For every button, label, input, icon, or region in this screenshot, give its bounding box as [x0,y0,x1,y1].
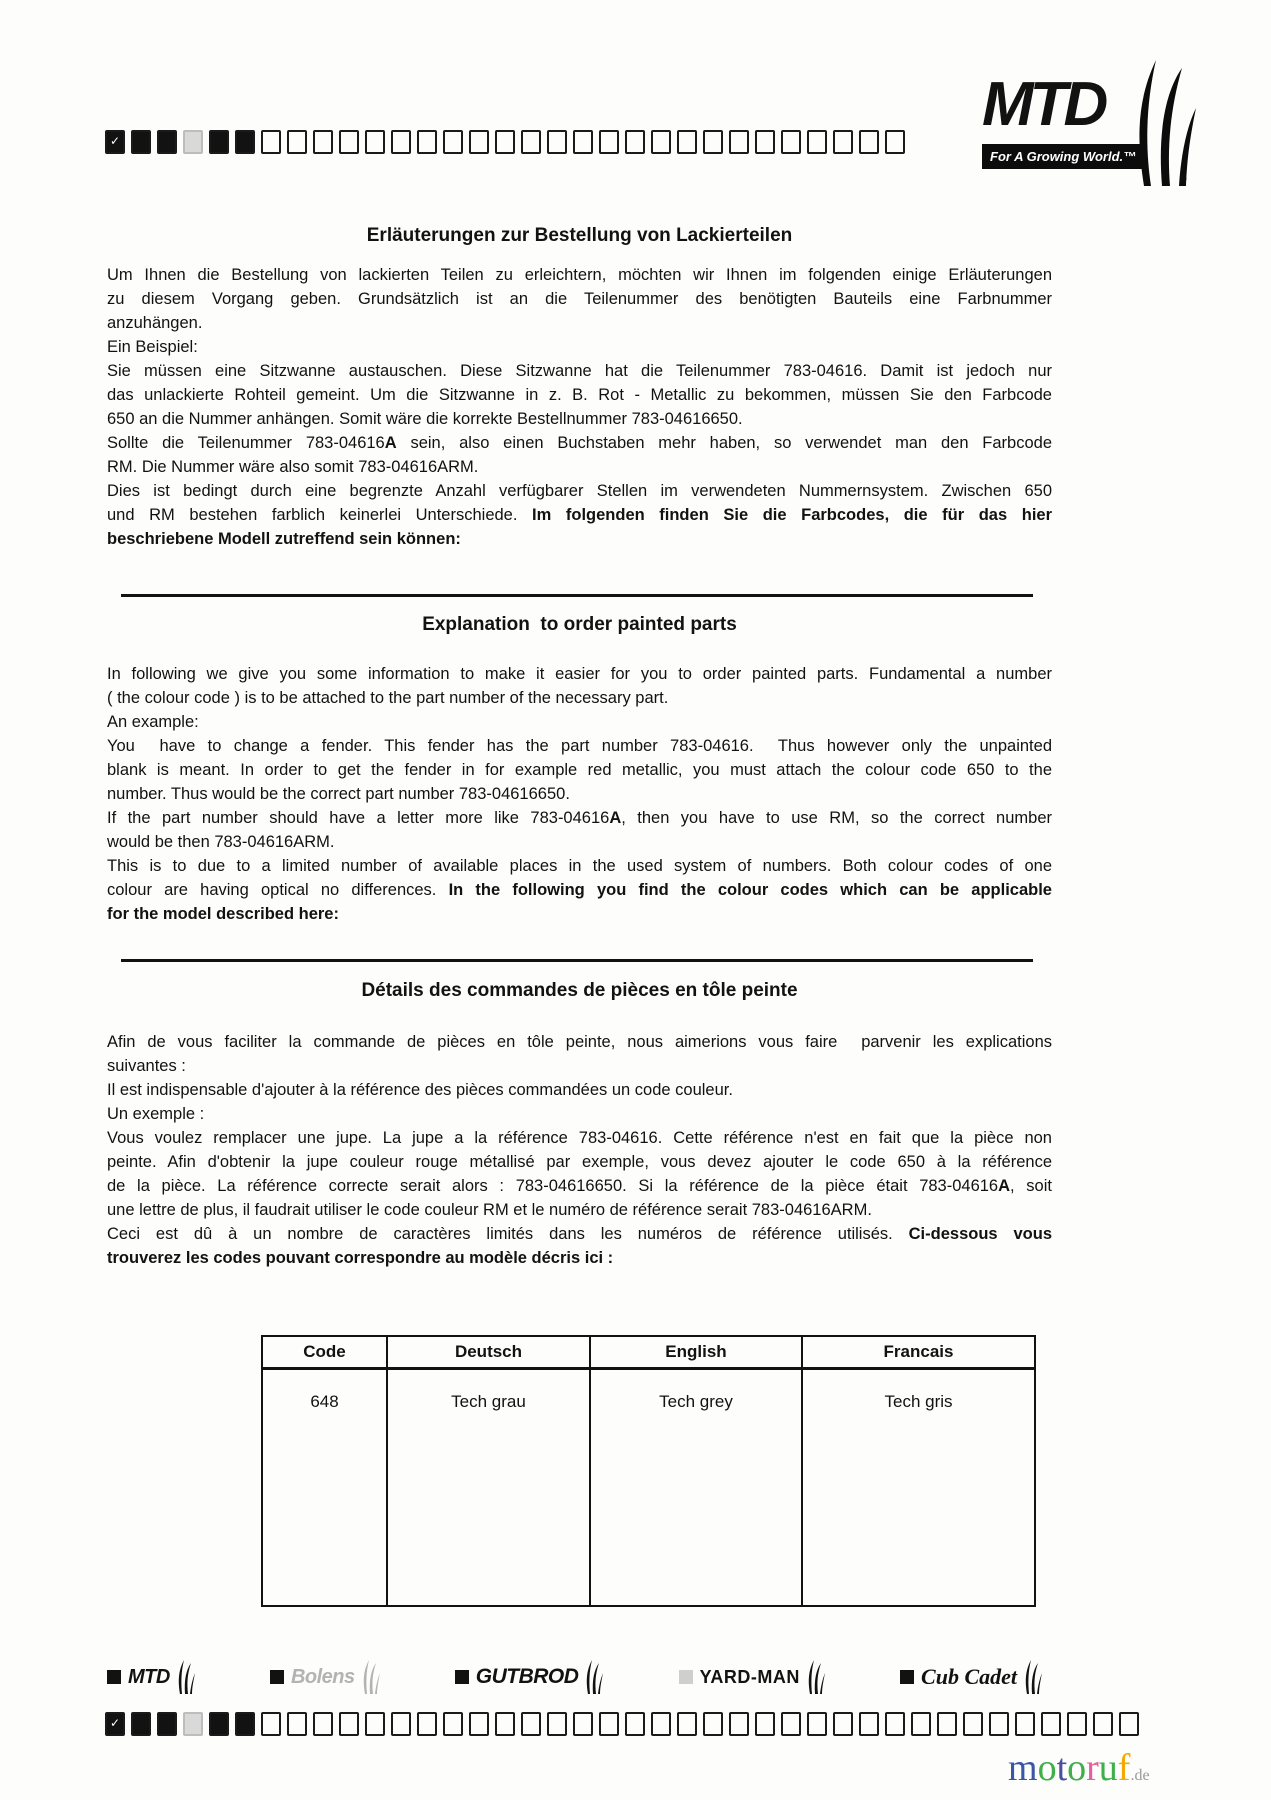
filmstrip-cell [833,1712,853,1736]
filmstrip-cell [131,1712,151,1736]
text-line [107,1246,1052,1270]
text-line [107,902,1052,926]
text-segment: Afin de vous faciliter la commande de pièces en tôle peinte, nous aimerions vous faire parvenir les explications [107,1033,1052,1051]
filmstrip-cell [469,130,489,154]
filmstrip-cell: ✓ [105,1712,125,1736]
filmstrip-cell [911,1712,931,1736]
filmstrip-cell [703,130,723,154]
watermark-letter: f [1117,1747,1131,1789]
bold-text-segment: beschriebene Modell zutreffend sein können: [107,530,461,548]
motoruf-watermark [1008,1746,1150,1790]
text-line [107,806,1052,830]
text-line [107,830,1052,854]
text-line [107,686,1052,710]
text-segment: une lettre de plus, il faudrait utiliser le code couleur RM et le numéro de référence serait 783-04616ARM. [107,1201,872,1219]
text-line [107,1030,1052,1054]
text-segment: Il est indispensable d'ajouter à la référence des pièces commandées un code couleur. [107,1081,733,1099]
text-segment: Sollte die Teilenummer 783-04616 [107,434,385,452]
text-line [107,359,1052,383]
text-segment: ( the colour code ) is to be attached to the part number of the necessary part. [107,689,669,707]
bold-text-segment: A [609,809,622,827]
brand-name: MTD [128,1665,170,1688]
filmstrip-cell [755,130,775,154]
filmstrip-cell [183,130,203,154]
text-segment: Un exemple : [107,1105,205,1123]
text-segment: number. Thus would be the correct part number 783-04616650. [107,785,570,803]
cell-deutsch: Tech grau [387,1369,590,1607]
filmstrip-cell [131,130,151,154]
filmstrip-cell [1015,1712,1035,1736]
filmstrip-top [105,130,911,156]
text-segment: This is to due to a limited number of available places in the used system of numbers. Both colour codes of one [107,857,1052,875]
brand-square-icon [900,1670,914,1684]
divider-rule-2 [121,959,1033,962]
text-line [107,455,1052,479]
text-line [107,479,1052,503]
column-header-english: English [590,1336,802,1369]
cell-francais: Tech gris [802,1369,1035,1607]
divider-rule-1 [121,594,1033,597]
filmstrip-cell [183,1712,203,1736]
filmstrip-cell [391,130,411,154]
filmstrip-cell [859,130,879,154]
filmstrip-cell [235,1712,255,1736]
table-row [262,1369,1035,1607]
filmstrip-cell [443,130,463,154]
filmstrip-cell [781,1712,801,1736]
text-line [107,287,1052,311]
filmstrip-cell [807,130,827,154]
text-line [107,1150,1052,1174]
text-line [107,734,1052,758]
filmstrip-cell [573,1712,593,1736]
text-segment: RM. Die Nummer wäre also somit 783-04616ARM. [107,458,479,476]
filmstrip-cell [391,1712,411,1736]
filmstrip-cell [833,130,853,154]
bold-text-segment: Im folgenden finden Sie die Farbcodes, die für das hier [532,506,1053,524]
text-segment: sein, also einen Buchstaben mehr haben, so verwendet man den Farbcode [396,434,1053,452]
filmstrip-cell [313,130,333,154]
filmstrip-cell [339,1712,359,1736]
brand-cubcadet [900,1660,1042,1694]
filmstrip-cell [417,1712,437,1736]
watermark-suffix: .de [1130,1767,1150,1784]
filmstrip-cell [339,130,359,154]
mtd-logo [982,66,1194,188]
brand-logo-row [107,1660,1042,1694]
watermark-letter: o [1037,1747,1057,1789]
filmstrip-cell [729,130,749,154]
filmstrip-cell [1093,1712,1113,1736]
mtd-logo-tagline: For A Growing World.™ [982,144,1146,169]
filmstrip-cell [677,1712,697,1736]
text-line [107,1198,1052,1222]
filmstrip-cell [729,1712,749,1736]
text-line [107,878,1052,902]
brand-gutbrod [455,1660,604,1694]
text-line [107,854,1052,878]
filmstrip-cell [963,1712,983,1736]
text-line [107,1102,1052,1126]
text-segment: suivantes : [107,1057,186,1075]
filmstrip-cell: ✓ [105,130,125,154]
filmstrip-cell [573,130,593,154]
table-header-row [262,1336,1035,1369]
brand-name: Cub Cadet [921,1664,1017,1689]
text-segment: You have to change a fender. This fender has the part number 783-04616. Thus however only the unpainted [107,737,1052,755]
text-line [107,662,1052,686]
filmstrip-cell [417,130,437,154]
filmstrip-cell [1067,1712,1087,1736]
text-segment: Sie müssen eine Sitzwanne austauschen. Diese Sitzwanne hat die Teilenummer 783-04616. Damit ist jedoch nur [107,362,1052,380]
paragraph-english [107,662,1052,926]
colour-code-table [261,1335,1036,1607]
watermark-letters [1008,1747,1130,1789]
text-line [107,311,1052,335]
text-line [107,407,1052,431]
filmstrip-cell [547,130,567,154]
filmstrip-cell [781,130,801,154]
filmstrip-cell [755,1712,775,1736]
watermark-letter: m [1008,1747,1038,1789]
bold-text-segment: Ci-dessous vous [908,1225,1052,1243]
filmstrip-cell [599,1712,619,1736]
text-segment: Dies ist bedingt durch eine begrenzte Anzahl verfügbarer Stellen im verwendeten Nummernsystem. Zwischen 650 [107,482,1052,500]
filmstrip-cell [157,130,177,154]
filmstrip-cell [235,130,255,154]
text-segment: If the part number should have a letter more like 783-04616 [107,809,610,827]
grass-blades-icon [585,1660,603,1694]
text-segment: peinte. Afin d'obtenir la jupe couleur rouge métallisé par exemple, vous devez ajouter le code 650 à la référence [107,1153,1052,1171]
registered-trademark: ® [1180,174,1187,184]
text-segment: das unlackierte Rohteil gemeint. Um die Sitzwanne in z. B. Rot - Metallic zu bekommen, müssen Sie den Farbcode [107,386,1052,404]
text-line [107,1222,1052,1246]
filmstrip-cell [287,130,307,154]
bold-text-segment: In the following you find the colour codes which can be applicable [448,881,1052,899]
paragraph-german [107,263,1052,551]
mtd-logo-wordmark: MTD [982,70,1105,139]
cell-english: Tech grey [590,1369,802,1607]
filmstrip-cell [365,130,385,154]
text-segment: colour are having optical no differences. [107,881,449,899]
filmstrip-cell [287,1712,307,1736]
filmstrip-cell [677,130,697,154]
brand-square-icon [679,1670,693,1684]
text-segment: Vous voulez remplacer une jupe. La jupe a la référence 783-04616. Cette référence n'est en fait que la pièce non [107,1129,1052,1147]
text-segment: anzuhängen. [107,314,203,332]
text-line [107,1054,1052,1078]
brand-square-icon [270,1670,284,1684]
filmstrip-cell [209,1712,229,1736]
filmstrip-cell [313,1712,333,1736]
watermark-letter: u [1098,1747,1118,1789]
text-segment: An example: [107,713,199,731]
grass-blades-icon [1024,1660,1042,1694]
filmstrip-cell [625,1712,645,1736]
filmstrip-cell [885,1712,905,1736]
filmstrip-cell [261,130,281,154]
text-segment: blank is meant. In order to get the fender in for example red metallic, you must attach the colour code 650 to the [107,761,1052,779]
text-line [107,383,1052,407]
column-header-code: Code [262,1336,387,1369]
text-line [107,527,1052,551]
filmstrip-cell [365,1712,385,1736]
filmstrip-cell [599,130,619,154]
text-line [107,431,1052,455]
filmstrip-cell [469,1712,489,1736]
text-segment: , then you have to use RM, so the correct number [621,809,1052,827]
filmstrip-cell [547,1712,567,1736]
text-segment: zu diesem Vorgang geben. Grundsätzlich ist an die Teilenummer des benötigten Bauteils eine Farbnummer [107,290,1052,308]
text-line [107,758,1052,782]
filmstrip-cell [495,1712,515,1736]
bold-text-segment: for the model described here: [107,905,339,923]
filmstrip-cell [937,1712,957,1736]
heading-german: Erläuterungen zur Bestellung von Lackierteilen [366,225,793,246]
cell-code: 648 [262,1369,387,1607]
filmstrip-cell [157,1712,177,1736]
filmstrip-cell [989,1712,1009,1736]
text-line [107,1126,1052,1150]
text-line [107,263,1052,287]
brand-bolens [270,1660,380,1694]
filmstrip-cell [625,130,645,154]
text-line [107,782,1052,806]
filmstrip-cell [703,1712,723,1736]
filmstrip-cell [443,1712,463,1736]
text-line [107,1174,1052,1198]
text-segment: de la pièce. La référence correcte serait alors : 783-04616650. Si la référence de la pièce était 783-04616 [107,1177,999,1195]
filmstrip-cell [521,130,541,154]
bold-text-segment: A [384,434,397,452]
filmstrip-cell [261,1712,281,1736]
grass-blades-icon [1134,58,1196,186]
text-line [107,503,1052,527]
brand-name: Bolens [290,1665,355,1688]
heading-french: Détails des commandes de pièces en tôle peinte [361,980,798,1001]
text-segment: Ein Beispiel: [107,338,198,356]
brand-mtd [107,1660,195,1694]
grass-blades-icon [362,1660,380,1694]
text-segment: Ceci est dû à un nombre de caractères limités dans les numéros de référence utilisés. [107,1225,909,1243]
filmstrip-cell [651,1712,671,1736]
text-segment: would be then 783-04616ARM. [107,833,335,851]
grass-blades-icon [807,1660,825,1694]
filmstrip-cell [885,130,905,154]
text-segment: 650 an die Nummer anhängen. Somit wäre die korrekte Bestellnummer 783-04616650. [107,410,743,428]
column-header-deutsch: Deutsch [387,1336,590,1369]
bold-text-segment: trouverez les codes pouvant correspondre au modèle décris ici : [107,1249,614,1267]
bold-text-segment: A [998,1177,1011,1195]
filmstrip-bottom [105,1712,1145,1738]
grass-blades-icon [177,1660,195,1694]
watermark-letter: r [1086,1747,1099,1789]
watermark-letter: o [1067,1747,1087,1789]
filmstrip-cell [807,1712,827,1736]
paragraph-french [107,1030,1052,1270]
brand-yardman [679,1660,825,1694]
filmstrip-cell [209,130,229,154]
text-line [107,335,1052,359]
text-segment: Um Ihnen die Bestellung von lackierten Teilen zu erleichtern, möchten wir Ihnen im folgenden einige Erläuterungen [107,266,1052,284]
filmstrip-cell [1119,1712,1139,1736]
text-segment: In following we give you some information to make it easier for you to order painted parts. Fundamental a number [107,665,1052,683]
heading-english: Explanation to order painted parts [422,614,737,635]
text-line [107,710,1052,734]
brand-square-icon [455,1670,469,1684]
filmstrip-cell [521,1712,541,1736]
filmstrip-cell [859,1712,879,1736]
text-segment: , soit [1010,1177,1052,1195]
brand-name: GUTBROD [475,1665,579,1688]
text-line [107,1078,1052,1102]
filmstrip-cell [495,130,515,154]
filmstrip-cell [1041,1712,1061,1736]
brand-square-icon [107,1670,121,1684]
column-header-francais: Francais [802,1336,1035,1369]
watermark-letter: t [1056,1747,1068,1789]
text-segment: und RM bestehen farblich keinerlei Unterschiede. [107,506,533,524]
filmstrip-cell [651,130,671,154]
brand-name: YARD-MAN [699,1666,800,1687]
